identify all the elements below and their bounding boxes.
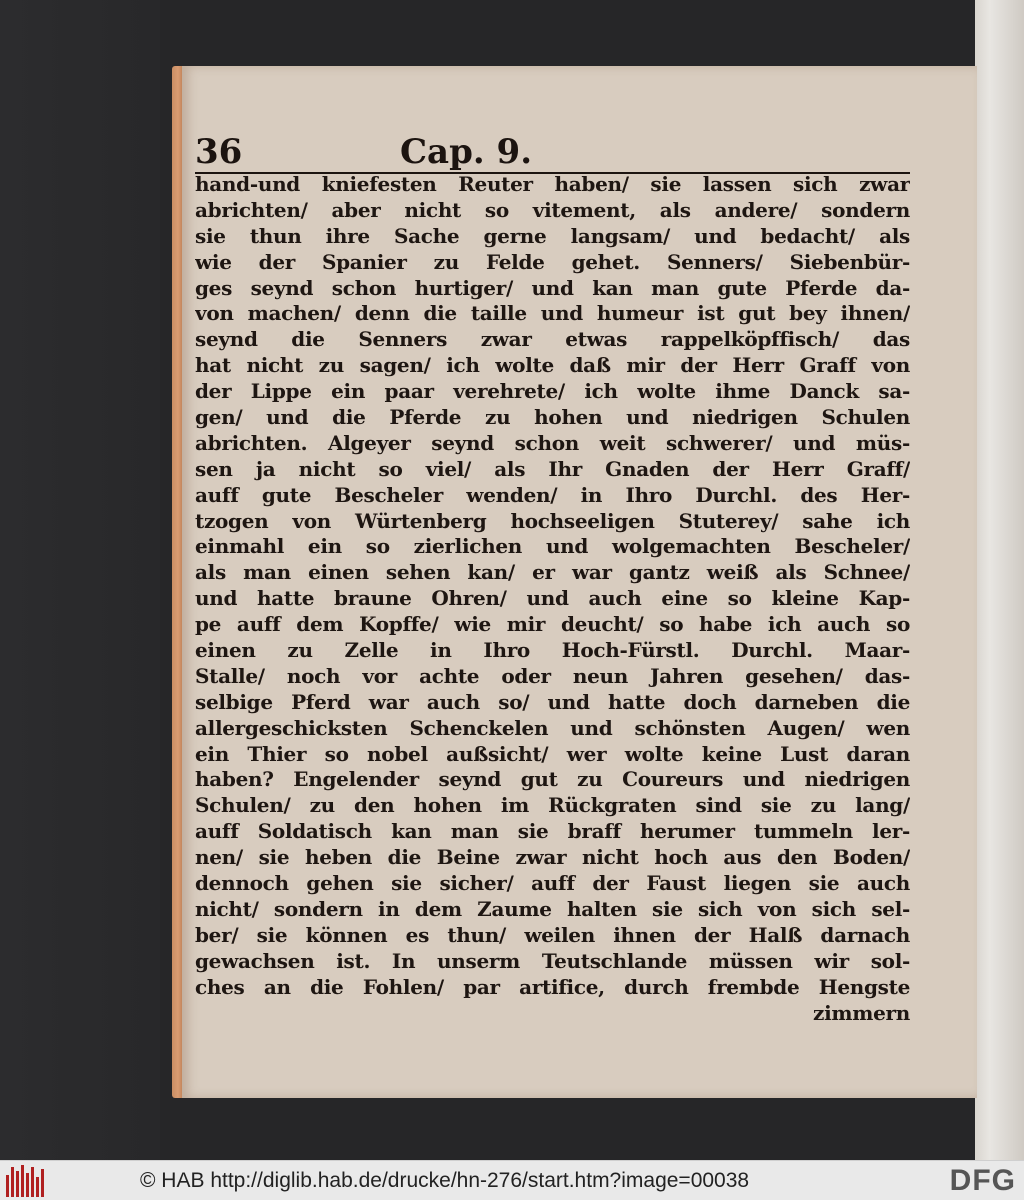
text-line: tzogen von Würtenberg hochseeligen Stuterey/ sahe ich [195,508,910,533]
text-line: allergeschicksten Schenckelen und schönsten Augen/ wen [195,715,910,740]
text-line: hand-und kniefesten Reuter haben/ sie lassen sich zwar [195,172,910,196]
text-line: sie thun ihre Sache gerne langsam/ und bedacht/ als [195,223,910,248]
catchword: zimmern [813,1000,910,1025]
text-line: hat nicht zu sagen/ ich wolte daß mir der Herr Graff von [195,353,910,378]
text-line: auff gute Bescheler wenden/ in Ihro Durchl. des Her- [195,482,910,507]
text-line: gen/ und die Pferde zu hohen und niedrigen Schulen [195,405,910,430]
copyright-link[interactable]: © HAB http://diglib.hab.de/drucke/hn-276/start.htm?image=00038 [140,1169,750,1192]
text-line: selbige Pferd war auch so/ und hatte doch darneben die [195,689,910,714]
text-line: von machen/ denn die taille und humeur ist gut bey ihnen/ [195,301,910,326]
text-line: dennoch gehen sie sicher/ auff der Faust liegen sie auch [195,871,910,896]
body-text [195,172,910,1026]
text-line: abrichten/ aber nicht so vitement, als andere/ sondern [195,197,910,222]
dfg-logo[interactable]: DFG [949,1164,1016,1197]
text-line: der Lippe ein paar verehrete/ ich wolte ihme Danck sa- [195,379,910,404]
text-line: nen/ sie heben die Beine zwar nicht hoch aus den Boden/ [195,845,910,870]
text-line: auff Soldatisch kan man sie braff herumer tummeln ler- [195,819,910,844]
text-line: Schulen/ zu den hohen im Rückgraten sind sie zu lang/ [195,793,910,818]
page-number: 36 [195,132,243,172]
text-line: wie der Spanier zu Felde gehet. Senners/ Siebenbür- [195,249,910,274]
text-line: als man einen sehen kan/ er war gantz weiß als Schnee/ [195,560,910,585]
scan-background-left [0,0,160,1160]
page-content [195,80,915,1080]
scan-background-right [975,0,1024,1160]
text-line: ches an die Fohlen/ par artifice, durch frembde Hengste [195,974,910,999]
text-line: pe auff dem Kopffe/ wie mir deucht/ so habe ich auch so [195,612,910,637]
text-line: einmahl ein so zierlichen und wolgemachten Bescheler/ [195,534,910,559]
text-line: gewachsen ist. In unserm Teutschlande müssen wir sol- [195,948,910,973]
text-line: abrichten. Algeyer seynd schon weit schwerer/ und müs- [195,430,910,455]
text-line: Stalle/ noch vor achte oder neun Jahren gesehen/ das- [195,663,910,688]
text-line: ein Thier so nobel außsicht/ wer wolte keine Lust daran [195,741,910,766]
text-line: haben? Engelender seynd gut zu Coureurs und niedrigen [195,767,910,792]
text-line: ges seynd schon hurtiger/ und kan man gute Pferde da- [195,275,910,300]
text-line: einen zu Zelle in Ihro Hoch-Fürstl. Durchl. Maar- [195,638,910,663]
running-head: Cap. 9. [400,132,533,172]
text-line: sen ja nicht so viel/ als Ihr Gnaden der Herr Graff/ [195,456,910,481]
text-line: nicht/ sondern in dem Zaume halten sie sich von sich sel- [195,896,910,921]
page-header [195,132,910,174]
viewer-footer [0,1160,1024,1200]
text-line: und hatte braune Ohren/ und auch eine so kleine Kap- [195,586,910,611]
text-line: seynd die Senners zwar etwas rappelköpffisch/ das [195,327,910,352]
hab-logo-icon[interactable] [6,1165,46,1197]
text-line: ber/ sie können es thun/ weilen ihnen der Halß darnach [195,922,910,947]
